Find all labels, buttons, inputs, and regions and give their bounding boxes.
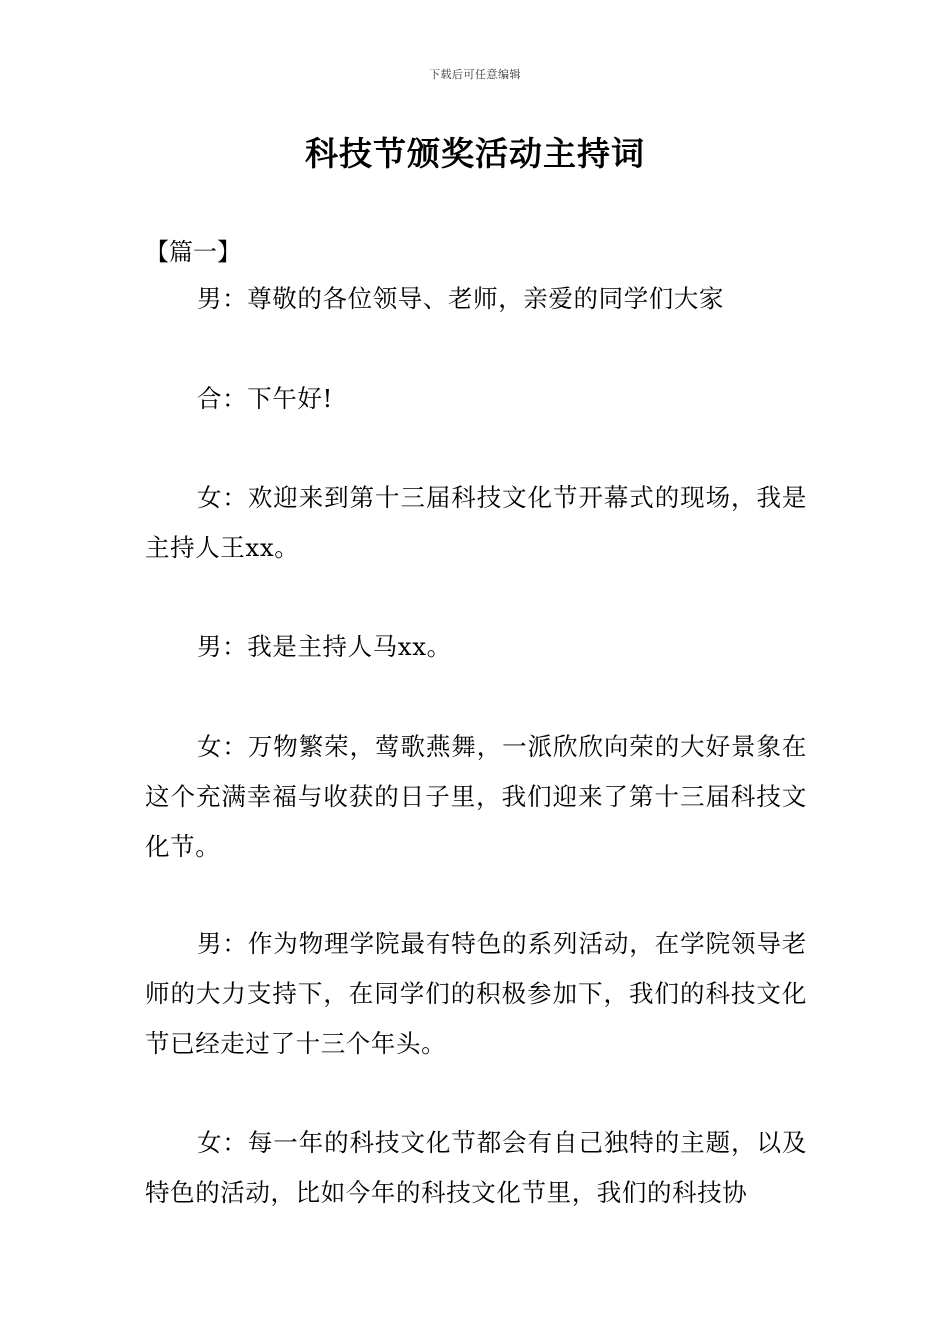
paragraph-2: 合：下午好! xyxy=(197,384,333,413)
paragraph-1: 男：尊敬的各位领导、老师，亲爱的同学们大家 xyxy=(197,284,725,313)
paragraph-4: 男：我是主持人马xx。 xyxy=(197,632,452,661)
header-note: 下载后可任意编辑 xyxy=(429,68,521,81)
section-label: 【篇一】 xyxy=(145,238,241,266)
paragraph-7: 女：每一年的科技文化节都会有自己独特的主题，以及特色的活动，比如今年的科技文化节里，我们的科技协 xyxy=(145,1128,807,1207)
document-title: 科技节颁奖活动主持词 xyxy=(305,134,645,173)
paragraph-3: 女：欢迎来到第十三届科技文化节开幕式的现场，我是主持人王xx。 xyxy=(145,483,807,562)
paragraph-5: 女：万物繁荣，莺歌燕舞，一派欣欣向荣的大好景象在这个充满幸福与收获的日子里，我们迎来了第十三届科技文化节。 xyxy=(145,732,807,861)
paragraph-6: 男：作为物理学院最有特色的系列活动，在学院领导老师的大力支持下，在同学们的积极参加下，我们的科技文化节已经走过了十三个年头。 xyxy=(145,929,807,1058)
